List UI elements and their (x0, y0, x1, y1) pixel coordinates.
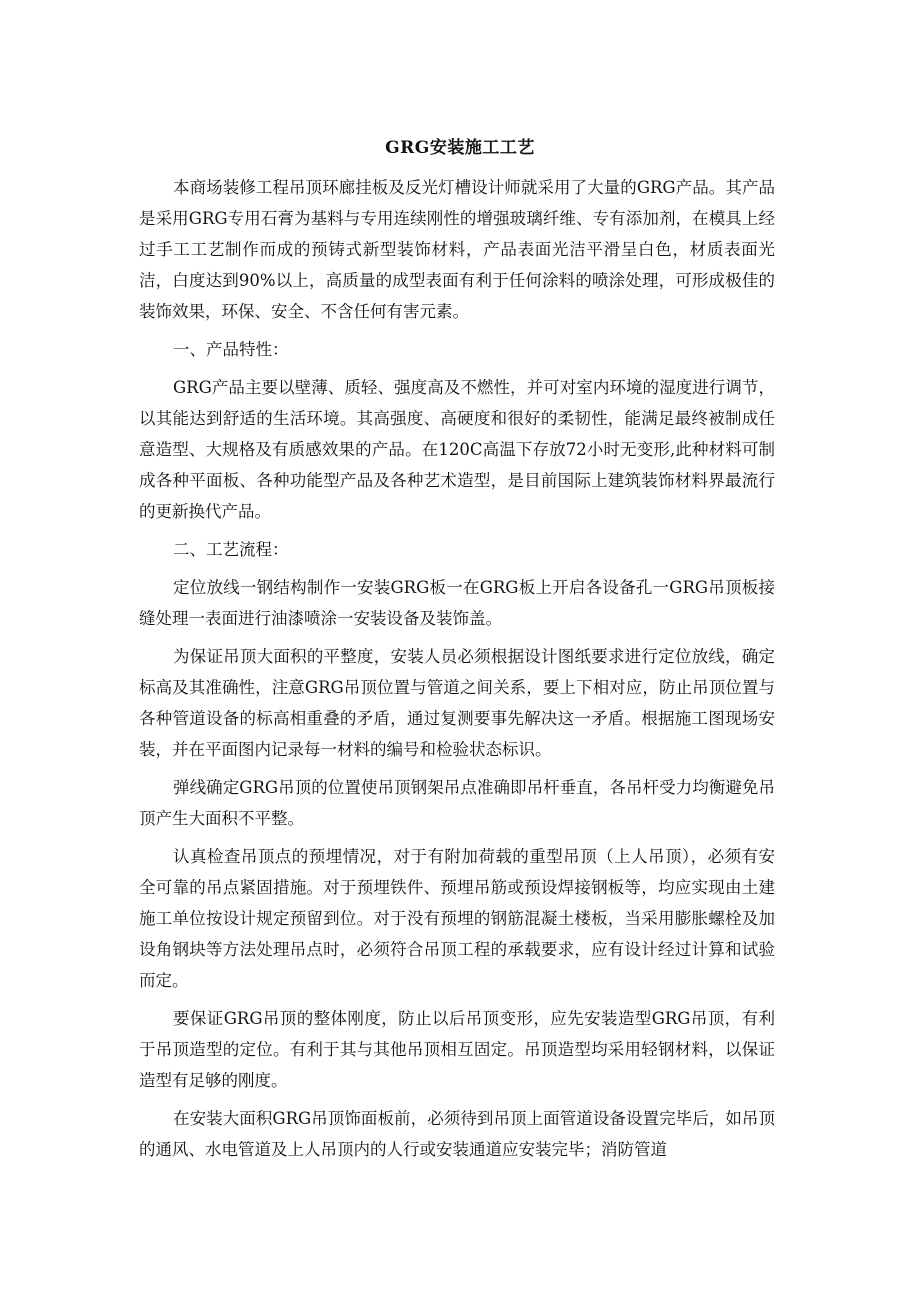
paragraph-intro: 本商场装修工程吊顶环廊挂板及反光灯槽设计师就采用了大量的GRG产品。其产品是采用GRG专用石膏为基料与专用连续刚性的增强玻璃纤维、专有添加剂，在模具上经过手工工艺制作而成的预铸式新型装饰材料，产品表面光洁平滑呈白色，材质表面光洁，白度达到90%以上，高质量的成型表面有利于任何涂料的喷涂处理，可形成极佳的装饰效果，环保、安全、不含任何有害元素。 (139, 178, 775, 321)
paragraph-process-steps: 定位放线一钢结构制作一安装GRG板一在GRG板上开启各设备孔一GRG吊顶板接缝处理一表面进行油漆喷涂一安装设备及装饰盖。 (139, 578, 775, 628)
section-heading-process-flow: 二、工艺流程： (173, 540, 289, 559)
paragraph-rigidity: 要保证GRG吊顶的整体刚度，防止以后吊顶变形，应先安装造型GRG吊顶，有利于吊顶造型的定位。有利于其与其他吊顶相互固定。吊顶造型均采用轻钢材料，以保证造型有足够的刚度。 (139, 1009, 775, 1090)
document-title: GRG安装施工工艺 (385, 138, 535, 158)
paragraph-line-marking: 弹线确定GRG吊顶的位置使吊顶钢架吊点准确即吊杆垂直，各吊杆受力均衡避免吊顶产生大面积不平整。 (139, 778, 775, 828)
document-body (139, 172, 775, 1172)
paragraph-installation-prereq: 在安装大面积GRG吊顶饰面板前，必须待到吊顶上面管道设备设置完毕后，如吊顶的通风、水电管道及上人吊顶内的人行或安装通道应安装完毕；消防管道 (139, 1109, 775, 1159)
section-heading-product-features: 一、产品特性： (173, 340, 289, 359)
paragraph-hanging-points: 认真检查吊顶点的预埋情况，对于有附加荷载的重型吊顶（上人吊顶），必须有安全可靠的吊点紧固措施。对于预埋铁件、预埋吊筋或预设焊接钢板等，均应实现由土建施工单位按设计规定预留到位。对于没有预埋的钢筋混凝土楼板，当采用膨胀螺栓及加设角钢块等方法处理吊点时，必须符合吊顶工程的承载要求，应有设计经过计算和试验而定。 (139, 847, 775, 990)
paragraph-positioning: 为保证吊顶大面积的平整度，安装人员必须根据设计图纸要求进行定位放线，确定标高及其准确性，注意GRG吊顶位置与管道之间关系，要上下相对应，防止吊顶位置与各种管道设备的标高相重叠的矛盾，通过复测要事先解决这一矛盾。根据施工图现场安装，并在平面图内记录每一材料的编号和检验状态标识。 (139, 647, 775, 759)
paragraph-product-features: GRG产品主要以壁薄、质轻、强度高及不燃性，并可对室内环境的湿度进行调节，以其能达到舒适的生活环境。其高强度、高硬度和很好的柔韧性，能满足最终被制成任意造型、大规格及有质感效果的产品。在120C高温下存放72小时无变形,此种材料可制成各种平面板、各种功能型产品及各种艺术造型，是目前国际上建筑装饰材料界最流行的更新换代产品。 (139, 378, 775, 521)
